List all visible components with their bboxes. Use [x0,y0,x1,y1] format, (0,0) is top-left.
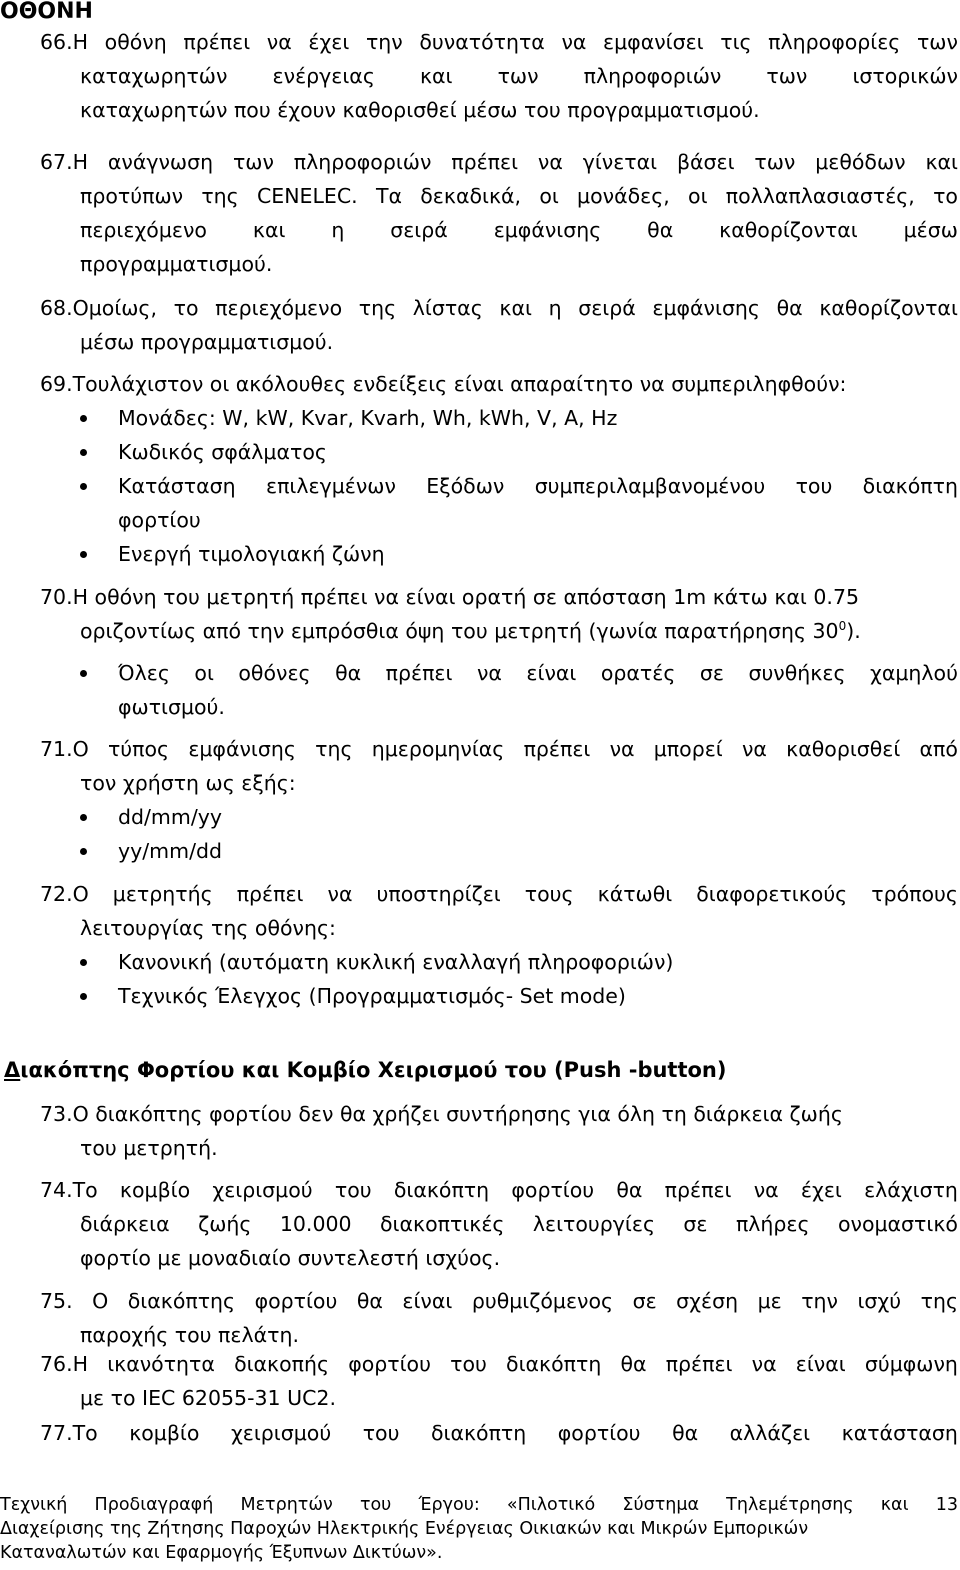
word: να [266,30,292,54]
word: να [327,882,353,906]
word: δεκαδικά, [420,184,522,208]
word: 77.Το [40,1421,98,1445]
word: θα [356,1289,383,1313]
word: κομβίο [119,1178,191,1202]
paragraph-77-line-1 [40,1416,958,1450]
word: τους [524,882,574,906]
paragraph-70-line-2: οριζοντίως από την εμπρόσθια όψη του μετρητή (γωνία παρατήρησης $30^0$). [80,619,861,643]
paragraph-67-line-4: προγραμματισμού. [80,252,273,276]
paragraph-76 [40,1347,958,1415]
word: κάτωθι [597,882,673,906]
word: θα [616,1178,643,1202]
word: των [766,64,808,88]
word: θα [776,296,803,320]
word: ενέργειας [272,64,375,88]
word: εμφάνισης [493,218,602,242]
word: Όλες [118,661,170,685]
word: χειρισμού [230,1421,332,1445]
word: πολλαπλασιαστές, [725,184,915,208]
word: Ο [92,1289,109,1313]
word: διακόπτη [862,474,958,498]
word: Τηλεμέτρησης [726,1495,854,1515]
word: κομβίο [129,1421,200,1445]
word: οι [688,184,708,208]
page-footer [0,1493,958,1565]
word: διακόπτη [393,1178,490,1202]
paragraph-67-line-1 [40,145,958,179]
word: σύμφωνη [864,1352,958,1376]
word: διακόπτης [127,1289,236,1313]
word: πληροφοριών [583,64,722,88]
word: να [561,30,587,54]
word: πρέπει [385,661,453,685]
word: λειτουργίες [532,1212,655,1236]
list-item [80,435,958,469]
paragraph-67-line-3 [40,213,958,247]
word: αλλάζει [729,1421,811,1445]
word: μετρητής [112,882,213,906]
bullet-date-format-1: dd/mm/yy [118,805,223,829]
word: εμφάνισης [652,296,760,320]
word: σειρά [578,296,636,320]
paragraph-68-line-1 [40,291,958,325]
word: 68.Ομοίως, [40,296,157,320]
word: λίστας [412,296,483,320]
word: το [173,296,199,320]
word: των [497,64,539,88]
paragraph-72 [40,877,958,945]
word: πληροφορίες [768,30,901,54]
word: καθορισθεί [786,737,901,761]
word: Προδιαγραφή [94,1495,214,1515]
word: ημερομηνίας [371,737,505,761]
word: Μετρητών [240,1495,333,1515]
word: οι [194,661,214,685]
word: πρέπει [523,737,591,761]
word: Σύστημα [622,1495,699,1515]
list-item [80,401,958,435]
word: και [499,296,532,320]
word: θα [647,218,674,242]
word: σε [632,1289,657,1313]
word: τις [720,30,752,54]
word: και [252,218,286,242]
word: πρέπει [665,1352,733,1376]
word: πληροφοριών [293,150,432,174]
word: 72.Ο [40,882,89,906]
word: 66.Η [40,30,89,54]
word: 71.Ο [40,737,89,761]
list-item [80,834,958,868]
word: διακοπτικές [380,1212,505,1236]
word: χειρισμού [212,1178,313,1202]
word: η [548,296,562,320]
word: καθορίζονται [819,296,958,320]
word: διακοπής [234,1352,330,1376]
word: εμφάνισης [188,737,296,761]
word: φορτίου [348,1352,431,1376]
word: ελάχιστη [864,1178,958,1202]
paragraph-74-line-3: φορτίο με μοναδιαίο συντελεστή ισχύος. [80,1246,501,1270]
word: διακόπτη [430,1421,527,1445]
section-heading-load-switch: Διακόπτης Φορτίου και Κομβίο Χειρισμού του (Push -button) [4,1058,727,1082]
word: η [331,218,345,242]
word: χαμηλού [870,661,958,685]
word: με [757,1289,782,1313]
paragraph-71-line-2: τον χρήστη ως εξής: [80,771,296,795]
word: Έργου: [418,1495,480,1515]
word: διακόπτη [506,1352,602,1376]
word: να [609,737,635,761]
word: οι [539,184,559,208]
paragraph-68-line-2: μέσω προγραμματισμού. [80,330,334,354]
word: πλήρες [735,1212,810,1236]
paragraph-73 [40,1097,958,1165]
word: 76.Η [40,1352,89,1376]
word: καταχωρητών [80,64,228,88]
list-item [80,469,958,537]
footer-line-3: Καταναλωτών και Εφαρμογής Έξυπνων Δικτύων». [0,1543,443,1563]
word: και [419,64,453,88]
paragraph-75-line-1 [40,1284,958,1318]
paragraph-66-line-2 [40,59,958,93]
word: βάσει [676,150,735,174]
word: ικανότητα [107,1352,215,1376]
word: Κατάσταση [118,474,236,498]
word: περιεχόμενο [80,218,207,242]
word: έχει [308,30,350,54]
word: διαφορετικούς [696,882,848,906]
word: τρόπους [871,882,958,906]
word: του [362,1421,400,1445]
paragraph-73-line-2: του μετρητή. [80,1136,218,1160]
paragraph-66-line-3: καταχωρητών που έχουν καθορισθεί μέσω του προγραμματισμού. [80,98,760,122]
word: το [933,184,958,208]
word: συμπεριλαμβανομένου [534,474,766,498]
word: της [358,296,397,320]
word: 67.Η [40,150,89,174]
word: της [315,737,353,761]
word: ρυθμιζόμενος [471,1289,614,1313]
word: ανάγνωση [107,150,214,174]
paragraph-77 [40,1416,958,1450]
word: σχέση [676,1289,739,1313]
list-item [80,979,958,1013]
word: υποστηρίζει [376,882,501,906]
word: πρέπει [236,882,304,906]
word: και [880,1495,909,1515]
word: κατάσταση [841,1421,958,1445]
word: φορτίου [557,1421,641,1445]
word: πρέπει [664,1178,732,1202]
paragraph-66 [40,25,958,127]
word: 13 [935,1495,958,1515]
bullet-technical-mode: Τεχνικός Έλεγχος (Προγραμματισμός- Set mode) [118,984,626,1008]
word: είναι [402,1289,453,1313]
word: συνθήκες [748,661,846,685]
word: μεθόδων [815,150,906,174]
word: φορτίου [511,1178,595,1202]
bullet-units: Μονάδες: W, kW, Kvar, Kvarh, Wh, kWh, V, A, Hz [118,406,618,430]
word: καθορίζονται [719,218,858,242]
word: Τεχνική [0,1495,68,1515]
word: των [916,30,958,54]
paragraph-67 [40,145,958,281]
word: των [754,150,796,174]
paragraph-69-line-1: 69.Τουλάχιστον οι ακόλουθες ενδείξεις είναι απαραίτητο να συμπεριληφθούν: [40,372,847,396]
word: γίνεται [582,150,658,174]
word: φορτίου [254,1289,338,1313]
word: σε [683,1212,708,1236]
word: 10.000 [279,1212,352,1236]
word: 74.Το [40,1178,98,1202]
paragraph-69 [40,367,958,401]
word: σειρά [390,218,448,242]
word: Τα [375,184,402,208]
word: επιλεγμένων [266,474,396,498]
word: CENELEC. [256,184,358,208]
bullet-tariff-zone: Ενεργή τιμολογιακή ζώνη [118,542,385,566]
word: σε [699,661,724,685]
word: θα [672,1421,699,1445]
word: «Πιλοτικό [506,1495,596,1515]
word: ορατές [600,661,676,685]
bullet-outputs-line-1 [118,469,958,503]
word: πρέπει [451,150,519,174]
bullet-visibility-line-2: φωτισμού. [118,695,225,719]
paragraph-76-line-2: με το IEC 62055-31 UC2. [80,1386,336,1410]
word: μονάδες, [577,184,670,208]
footer-line-2: Διαχείρισης της Ζήτησης Παροχών Ηλεκτρικής Ενέργειας Οικιακών και Μικρών Εμπορικών [0,1519,809,1539]
word: να [537,150,563,174]
word: θα [620,1352,647,1376]
word: προτύπων [80,184,184,208]
paragraph-67-line-2 [40,179,958,213]
word: μπορεί [653,737,723,761]
word: του [359,1495,392,1515]
section-title: ΟΘΟΝΗ [0,0,93,24]
word: τύπος [107,737,170,761]
paragraph-72-line-1 [40,877,958,911]
word: να [753,1178,779,1202]
list-item [80,537,958,571]
word: εμφανίσει [603,30,704,54]
list-item [80,656,958,724]
paragraph-70 [40,580,958,648]
paragraph-70-line-1: 70.Η οθόνη του μετρητή πρέπει να είναι ορατή σε απόσταση 1m κάτω και 0.75 [40,585,860,609]
bullet-date-format-2: yy/mm/dd [118,839,223,863]
word: να [751,1352,777,1376]
paragraph-74-line-2 [40,1207,958,1241]
paragraph-68 [40,291,958,359]
word: την [801,1289,838,1313]
word: την [365,30,403,54]
word: της [201,184,239,208]
word: περιεχόμενο [215,296,343,320]
paragraph-71 [40,732,958,800]
word: του [795,474,833,498]
word: ζωής [198,1212,252,1236]
paragraph-73-line-1: 73.Ο διακόπτης φορτίου δεν θα χρήζει συντήρησης για όλη τη διάρκεια ζωής [40,1102,843,1126]
paragraph-74-line-1 [40,1173,958,1207]
word: από [919,737,958,761]
word: μέσω [903,218,958,242]
word: και [925,150,958,174]
word: 75. [40,1289,73,1313]
paragraph-74 [40,1173,958,1275]
bullet-normal-mode: Κανονική (αυτόματη κυκλική εναλλαγή πληροφοριών) [118,950,674,974]
word: να [476,661,502,685]
word: ονομαστικό [837,1212,958,1236]
word: θα [335,661,362,685]
word: του [450,1352,487,1376]
word: Εξόδων [426,474,505,498]
word: να [741,737,767,761]
paragraph-72-line-2: λειτουργίας της οθόνης: [80,916,336,940]
word: διάρκεια [80,1212,170,1236]
bullet-error-code: Κωδικός σφάλματος [118,440,327,464]
word: του [334,1178,372,1202]
list-item [80,800,958,834]
word: ισχύ [857,1289,902,1313]
word: πρέπει [183,30,251,54]
word: ιστορικών [852,64,958,88]
footer-line-1 [0,1493,958,1517]
paragraph-75-line-2: παροχής του πελάτη. [80,1323,299,1347]
list-item [80,945,958,979]
word: της [920,1289,958,1313]
word: έχει [800,1178,842,1202]
word: των [232,150,274,174]
bullet-visibility-line-1 [118,656,958,690]
word: οθόνες [238,661,311,685]
word: είναι [526,661,577,685]
word: οθόνη [104,30,167,54]
word: δυνατότητα [419,30,545,54]
word: είναι [795,1352,846,1376]
paragraph-76-line-1 [40,1347,958,1381]
paragraph-66-line-1 [40,25,958,59]
bullet-outputs-line-2: φορτίου [118,508,201,532]
paragraph-71-line-1 [40,732,958,766]
paragraph-75 [40,1284,958,1352]
